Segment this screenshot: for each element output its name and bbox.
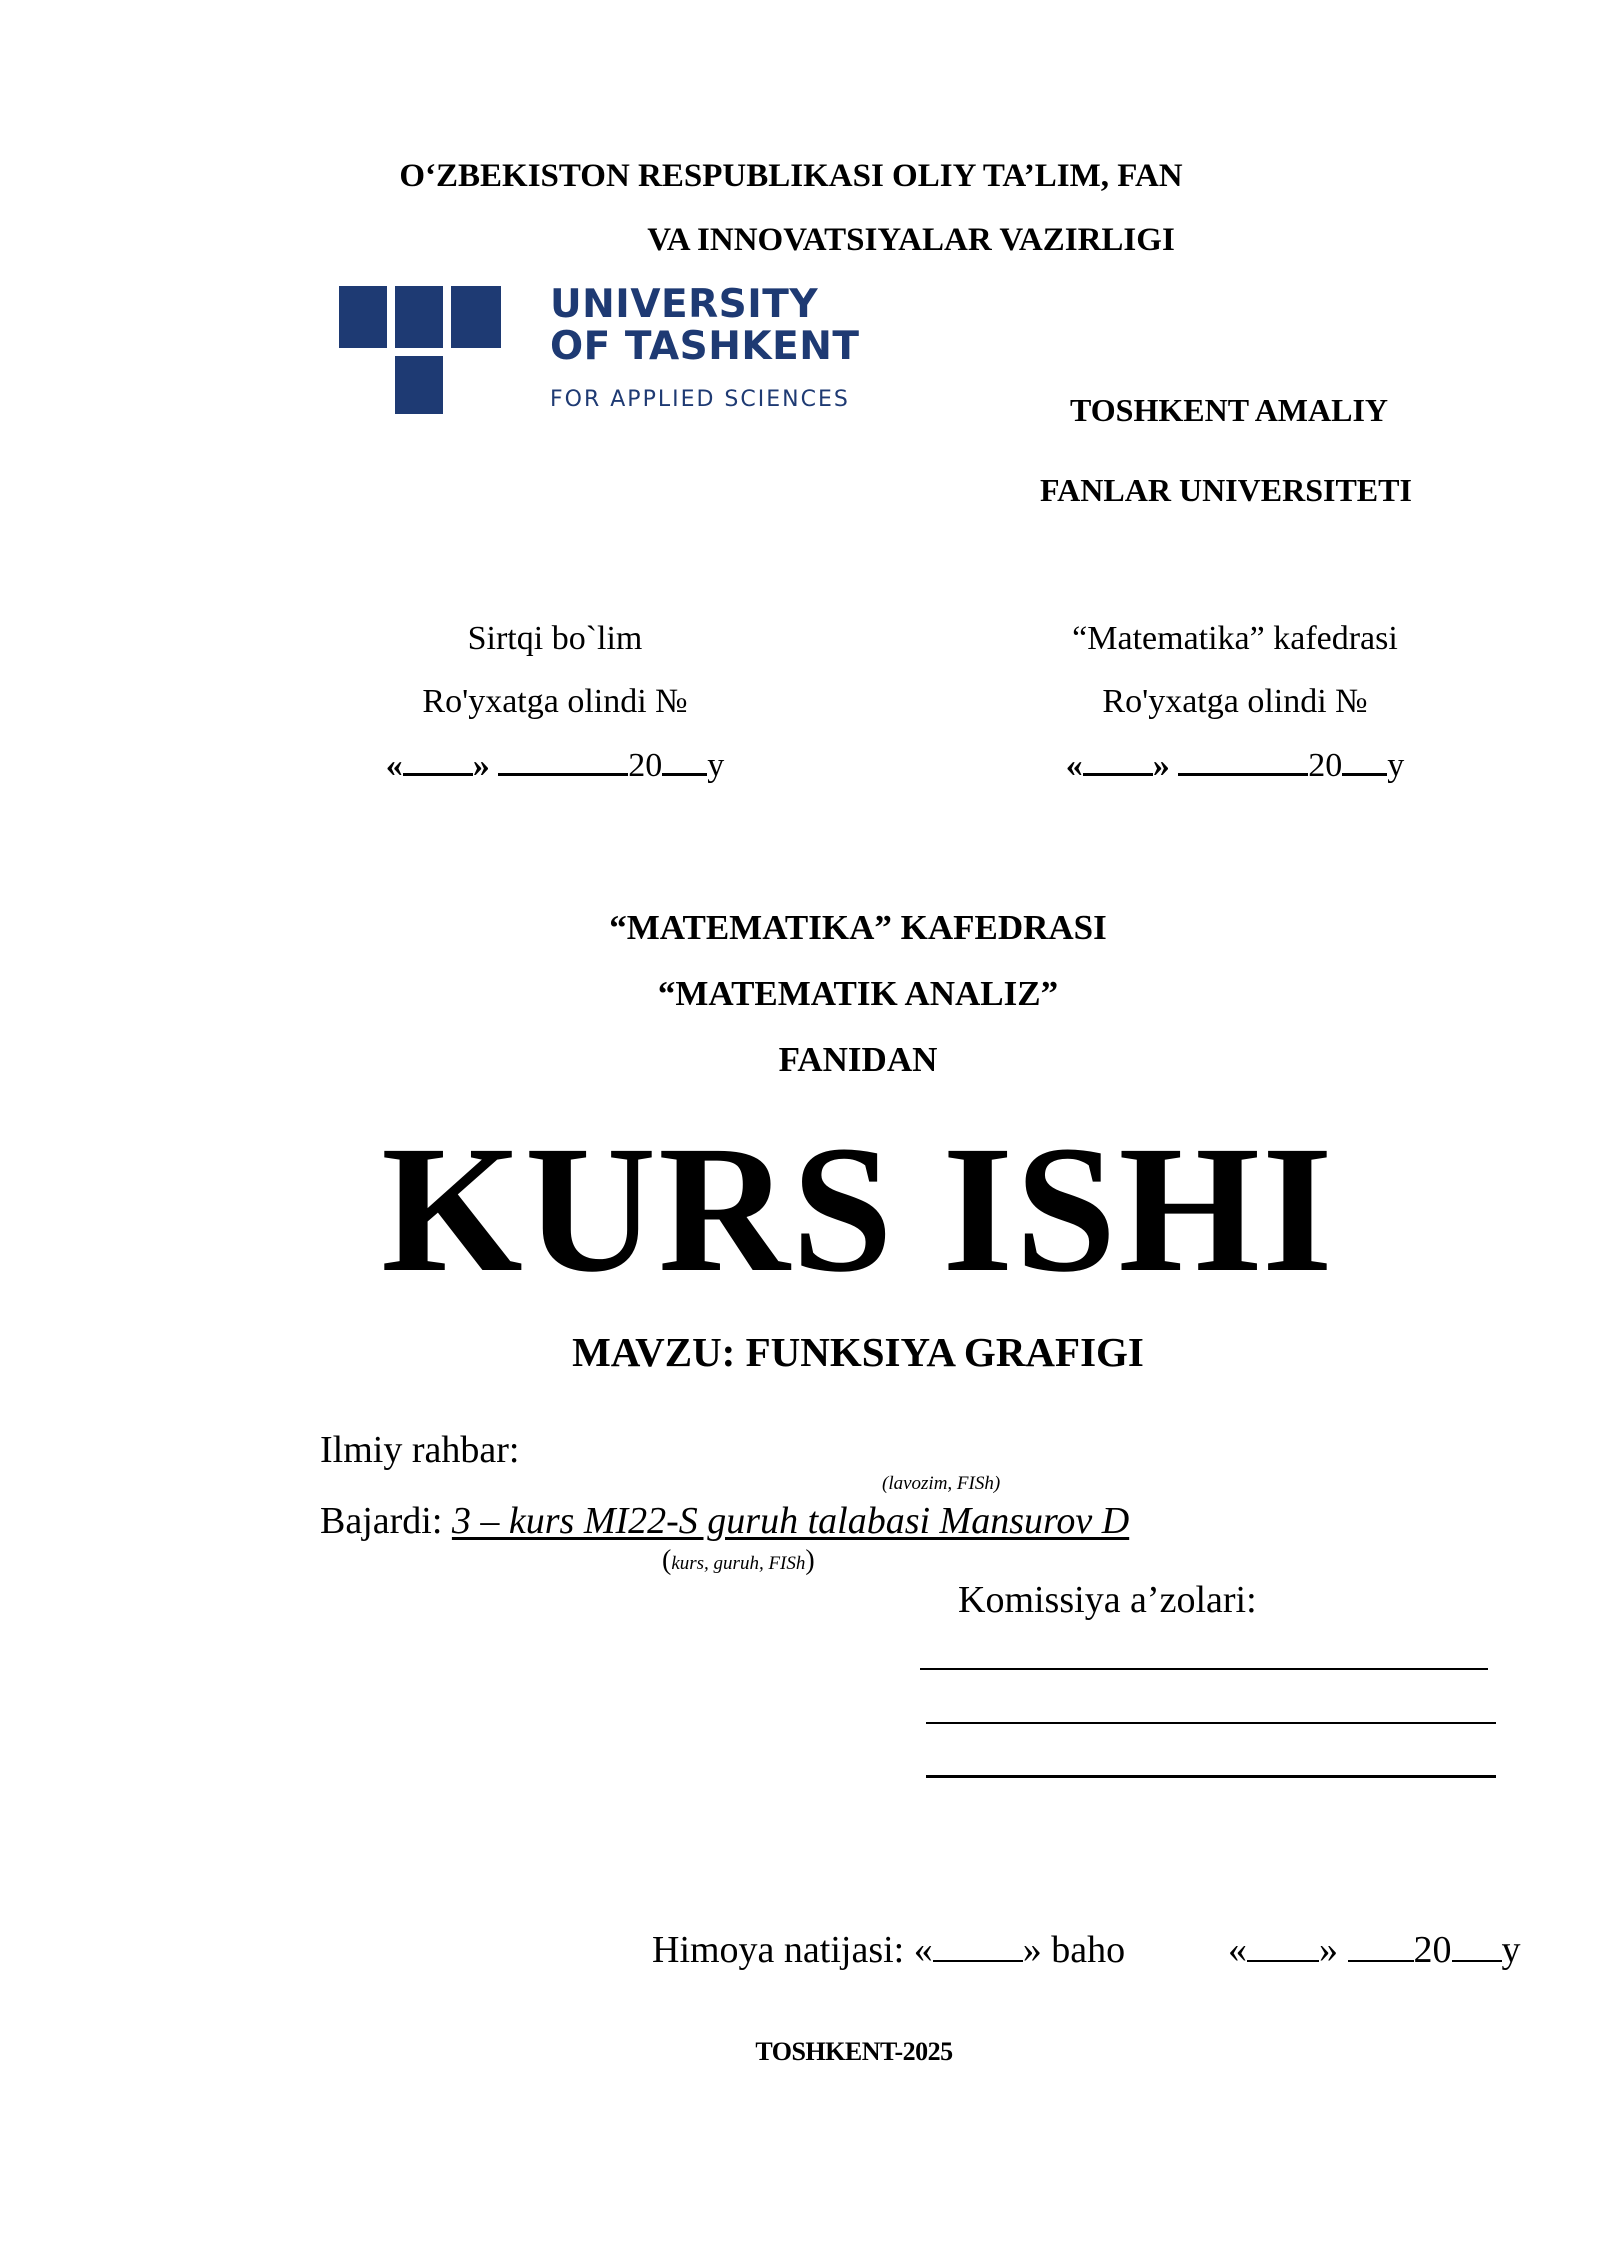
department-heading: “MATEMATIKA” KAFEDRASI [609,908,1107,947]
performer-hint-text: kurs, guruh, FISh [671,1553,806,1574]
right-date-open: « [1065,747,1083,784]
commission-signature-line-1 [920,1668,1488,1670]
defense-label: Himoya natijasi: « [652,1929,933,1971]
grade-blank [933,1932,1023,1962]
right-year-blank [1342,745,1387,776]
logo-square-4 [395,356,443,414]
supervisor-label: Ilmiy rahbar: [320,1429,520,1471]
left-year-prefix: 20 [628,747,663,784]
city-year-footer: TOSHKENT-2025 [755,2037,953,2066]
logo-text-applied-sciences: FOR APPLIED SCIENCES [550,387,850,412]
defense-year-prefix: 20 [1413,1929,1452,1971]
right-day-blank [1083,745,1153,776]
defense-year-suffix: y [1501,1929,1521,1971]
left-registration-date [315,745,795,785]
commission-label: Komissiya a’zolari: [958,1579,1257,1621]
right-registered-label: Ro'yxatga olindi № [1102,683,1368,720]
performer-hint [662,1545,815,1577]
subject-suffix: FANIDAN [778,1040,938,1079]
logo-text-university: UNIVERSITY [550,282,819,327]
left-date-open: « [385,747,403,784]
left-day-blank [403,745,473,776]
commission-signature-line-2 [926,1722,1496,1724]
left-registered-label: Ro'yxatga olindi № [422,683,688,720]
grade-suffix: » baho [1022,1929,1126,1971]
right-department: “Matematika” kafedrasi [1072,620,1398,657]
defense-day-blank [1247,1932,1319,1962]
right-date-close: » [1152,747,1170,784]
defense-result [652,1928,1125,1972]
defense-month-blank [1348,1932,1414,1962]
left-year-blank [662,745,707,776]
commission-signature-line-3 [926,1775,1496,1778]
left-date-close: » [472,747,490,784]
right-registration-date [995,745,1475,785]
logo-square-2 [395,286,443,348]
topic-line: MAVZU: FUNKSIYA GRAFIGI [572,1329,1144,1375]
logo-square-3 [451,286,501,348]
performer-line [320,1499,1129,1543]
ministry-line-1: O‘ZBEKISTON RESPUBLIKASI OLIY TA’LIM, FAN [399,158,1183,194]
performer-hint-close: ) [805,1545,815,1576]
supervisor-hint: (lavozim, FISh) [882,1473,1001,1494]
ministry-line-2: VA INNOVATSIYALAR VAZIRLIGI [647,222,1175,258]
defense-date [1228,1928,1521,1972]
logo-text-of-tashkent: OF TASHKENT [550,324,860,369]
defense-year-blank [1452,1932,1502,1962]
performer-value: 3 – kurs MI22-S guruh talabasi Mansurov D [451,1500,1130,1542]
university-name-line-2: FANLAR UNIVERSITETI [1040,472,1412,508]
university-logo [335,282,860,417]
performer-hint-open: ( [662,1545,672,1576]
left-department: Sirtqi bo`lim [467,620,643,657]
right-month-blank [1178,745,1308,776]
university-name-line-1: TOSHKENT AMALIY [1070,392,1389,428]
left-month-blank [498,745,628,776]
document-title: KURS ISHI [381,1109,1335,1310]
right-year-suffix: y [1387,747,1405,784]
performer-label: Bajardi: [320,1500,443,1542]
defense-date-close: » [1319,1929,1338,1971]
right-year-prefix: 20 [1308,747,1343,784]
logo-square-1 [339,286,387,348]
left-year-suffix: y [707,747,725,784]
subject-heading: “MATEMATIK ANALIZ” [657,974,1059,1013]
defense-date-open: « [1228,1929,1247,1971]
